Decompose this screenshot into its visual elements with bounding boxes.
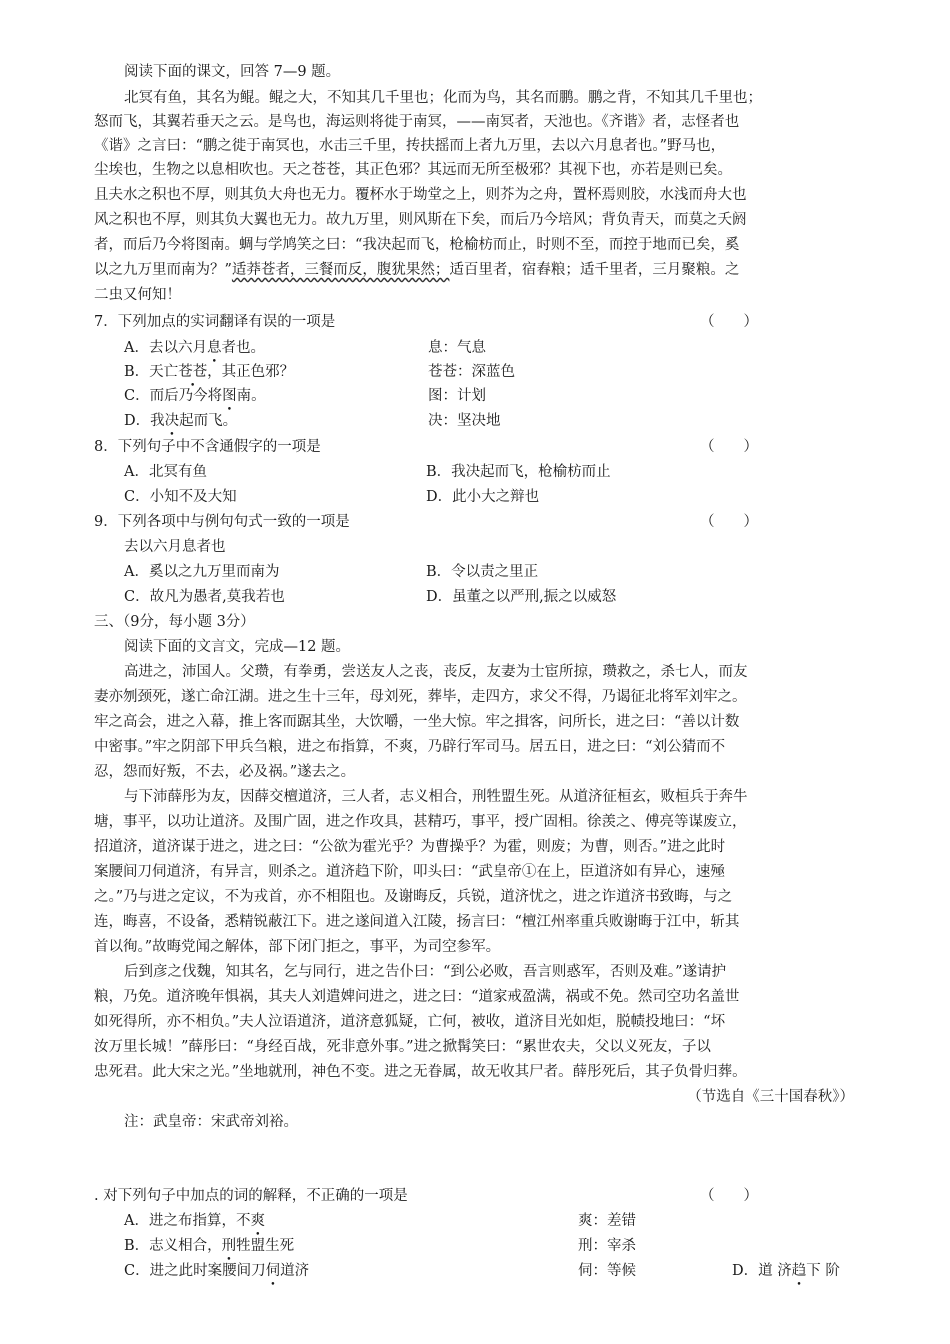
- q8-stem: 8．下列句子中不含通假字的一项是: [94, 439, 321, 455]
- section3-intro: 阅读下面的文言文，完成—12 题。: [124, 639, 351, 655]
- q8-option-a: A．北冥有鱼: [124, 464, 207, 480]
- passage2-line: 案腰间刀伺道济，有异言，则杀之。道济趋下阶，叩头曰：“武皇帝①在上，臣道济如有异心，速殛: [94, 864, 725, 880]
- q8-option-d: D．此小大之辩也: [426, 489, 540, 505]
- passage2-line: 忍，怨而好叛，不去，必及祸。”遂去之。: [94, 764, 356, 780]
- dotted-word: 决: [164, 413, 180, 429]
- dotted-word: 伺: [265, 1263, 281, 1279]
- q10-gloss-c: 伺：等候: [578, 1263, 636, 1279]
- q9-option-c: C．故凡为愚者,莫我若也: [124, 589, 285, 605]
- q7-option-d: D．我决起而飞。: [124, 413, 238, 429]
- passage1-intro: 阅读下面的课文，回答 7—9 题。: [124, 64, 341, 80]
- q10-option-a: A．进之布指算，不爽: [124, 1213, 265, 1229]
- q7-answer-blank: （ ）: [700, 314, 758, 330]
- passage1-line: [94, 260, 739, 282]
- q7-gloss-c: 图：计划: [428, 388, 486, 404]
- passage2-line: 粮，乃免。道济晚年惧祸，其夫人刘遣婢问进之，进之曰：“道家戒盈满，祸或不免。然司空功名盖世: [94, 989, 740, 1005]
- dotted-word: 刑: [221, 1238, 237, 1254]
- q10-option-d: D．道 济趋下 阶: [732, 1263, 840, 1279]
- q7-option-b: B．天亡苍苍，其正色邪？: [124, 364, 295, 380]
- q10-gloss-a: 爽：差错: [578, 1213, 636, 1229]
- passage1-line: 北冥有鱼，其名为鲲。鲲之大，不知其几千里也；化而为鸟，其名而鹏。鹏之背，不知其几千里也；: [124, 90, 762, 106]
- passage2-line: 汝万里长城！”薛彤曰：“身经百战，死非意外事。”进之掀髯笑曰：“累世农夫，父以义死友，子以: [94, 1039, 711, 1055]
- passage2-line: 忠死君。此大宋之光。”坐地就刑，神色不变。进之无眷属，故无收其尸者。薛彤死后，其子负骨归葬。: [94, 1064, 747, 1080]
- section3-heading: 三、（9分，每小题 3分）: [94, 614, 255, 630]
- passage2-line: 妻亦刎颈死，遂亡命江湖。进之生十三年，母刘死，葬毕，走四方，求父不得，乃谒征北将军刘牢之。: [94, 689, 747, 705]
- q7-gloss-b: 苍苍：深蓝色: [428, 364, 515, 380]
- q10-answer-blank: （ ）: [700, 1188, 758, 1204]
- passage2-line: 如死得所，亦不相负。”夫人泣语道济，道济意狐疑，亡何，被收，道济目光如炬，脱帻投地曰：“坏: [94, 1014, 726, 1030]
- q8-answer-blank: （ ）: [700, 439, 758, 455]
- q9-answer-blank: （ ）: [700, 514, 758, 530]
- passage2-line: 招道济，道济谋于进之，进之曰：“公欲为霍光乎？为曹操乎？为霍，则废；为曹，则否。”进之此时: [94, 839, 726, 855]
- q7-option-c: C．而后乃今将图南。: [124, 388, 266, 404]
- q9-example: 去以六月息者也: [124, 539, 226, 555]
- q9-stem: 9．下列各项中与例句句式一致的一项是: [94, 514, 350, 530]
- passage2-line: 中密事。”牢之阴部下甲兵刍粮，进之布指算，不爽，乃辟行军司马。居五日，进之曰：“刘公猜而不: [94, 739, 726, 755]
- q9-option-a: A．奚以之九万里而南为: [124, 564, 280, 580]
- passage2-line: 塘，事平，以功让道济。及围广固，进之作攻具，甚精巧，事平，授广固相。徐羡之、傅亮等谋废立，: [94, 814, 747, 830]
- q9-option-d: D．虽董之以严刑,振之以威怒: [426, 589, 617, 605]
- passage1-line: 风之积也不厚，则其负大翼也无力。故九万里，则风斯在下矣，而后乃今培风；背负青天，而莫之夭阏: [94, 212, 747, 228]
- passage2-line: 之。”乃与进之定议，不为戎首，亦不相阻也。及谢晦反，兵锐，道济忧之，进之诈道济书致晦，与之: [94, 889, 733, 905]
- q8-option-b: B．我决起而飞，枪榆枋而止: [426, 464, 611, 480]
- q10-stem: . 对下列句子中加点的词的解释，不正确的一项是: [94, 1188, 408, 1204]
- passage1-line: 二虫又何知！: [94, 287, 181, 303]
- passage2-line: 首以徇。”故晦党闻之解体，部下闭门拒之，事平，为司空参军。: [94, 939, 501, 955]
- passage2-line: 连，晦喜，不设备，悉精锐蔽江下。进之遂间道入江陵，扬言曰：“檀江州率重兵败谢晦于江中，斩其: [94, 914, 740, 930]
- passage1-line: 怒而飞，其翼若垂天之云。是鸟也，海运则将徙于南冥，——南冥者，天池也。《齐谐》者，志怪者也: [94, 114, 740, 130]
- dotted-word: 图: [222, 388, 237, 404]
- passage1-line: 者，而后乃今将图南。蜩与学鸠笑之曰：“我决起而飞，枪榆枋而止，时则不至，而控于地而已矣，奚: [94, 237, 740, 253]
- passage2-line: 高进之，沛国人。父瓒，有拳勇，尝送友人之丧，丧反，友妻为士宦所掠，瓒救之，杀七人，而友: [124, 664, 748, 680]
- passage1-line: 且夫水之积也不厚，则其负大舟也无力。覆杯水于坳堂之上，则芥为之舟，置杯焉则胶，水浅而舟大也: [94, 187, 747, 203]
- passage1-line8-post: 适百里者，宿舂粮；适千里者，三月聚粮。之: [449, 262, 740, 278]
- passage1-line8-wavy: 适莽苍者，三餐而反，腹犹果然；: [231, 262, 450, 278]
- passage2-source: （节选自《三十国春秋》）: [687, 1089, 854, 1105]
- dotted-word: 苍苍: [178, 364, 208, 380]
- q7-gloss-d: 决：坚决地: [428, 413, 501, 429]
- passage1-line: 《谐》之言曰：“鹏之徙于南冥也，水击三千里，抟扶摇而上者九万里，去以六月息者也。”野马也，: [94, 138, 726, 154]
- q10-option-b: B．志义相合，刑牲盟生死: [124, 1238, 295, 1254]
- q9-option-b: B．令以责之里正: [426, 564, 539, 580]
- dotted-word: 息: [206, 340, 222, 356]
- q7-option-a: A．去以六月息者也。: [124, 340, 265, 356]
- q10-gloss-b: 刑：宰杀: [578, 1238, 636, 1254]
- passage2-line: 与下沛薛彤为友，因薛交檀道济，三人者，志义相合，刑牲盟生死。从道济征桓玄，败桓兵于奔牛: [124, 789, 748, 805]
- dotted-word: 爽: [250, 1213, 265, 1229]
- dotted-word: 趋: [791, 1263, 807, 1279]
- passage1-line8-pre: 以之九万里而南为？”: [94, 262, 232, 278]
- passage1-line: 尘埃也，生物之以息相吹也。天之苍苍，其正色邪？其远而无所至极邪？其视下也，亦若是则已矣。: [94, 162, 732, 178]
- q7-stem: 7．下列加点的实词翻译有误的一项是: [94, 314, 336, 330]
- passage2-note: 注：武皇帝：宋武帝刘裕。: [124, 1114, 298, 1130]
- passage2-line: 牢之高会，进之入幕，推上客而踞其坐，大饮嚼，一坐大惊。牢之揖客，问所长，进之曰：“善以计数: [94, 714, 740, 730]
- q7-gloss-a: 息：气息: [428, 340, 486, 356]
- q10-option-c: C．进之此时案腰间刀伺道济: [124, 1263, 310, 1279]
- q8-option-c: C．小知不及大知: [124, 489, 237, 505]
- passage2-line: 后到彦之伐魏，知其名，乞与同行，进之告仆曰：“到公必败，吾言则惑军，否则及难。”遂请护: [124, 964, 727, 980]
